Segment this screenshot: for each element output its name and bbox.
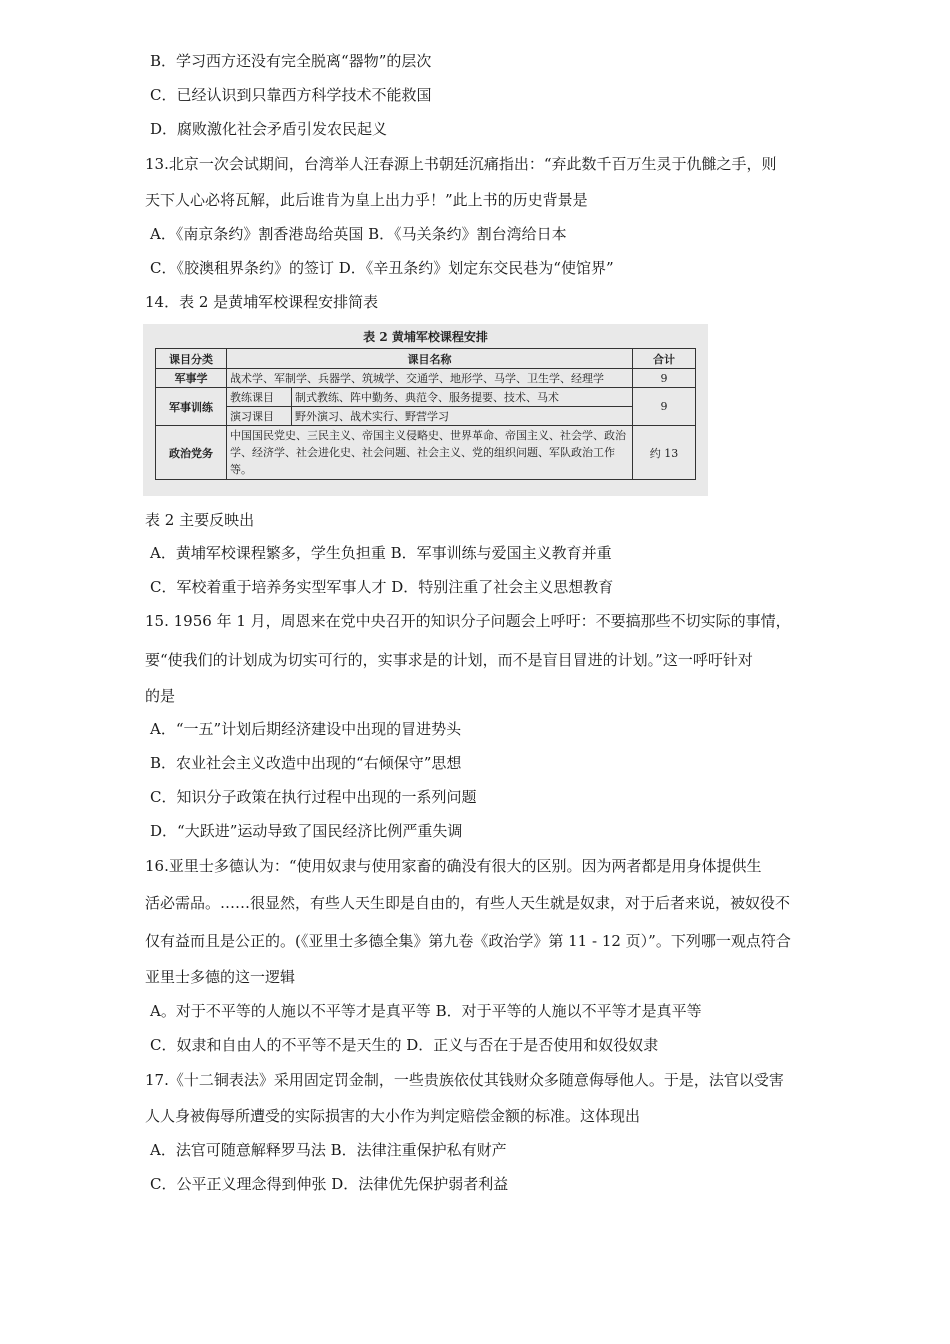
q14-options-ab: A．黄埔军校课程繁多，学生负担重 B．军事训练与爱国主义教育并重 xyxy=(150,544,612,562)
course-table xyxy=(155,348,696,480)
table-title: 表 2 黄埔军校课程安排 xyxy=(363,330,488,344)
q15-stem-line-2: 要“使我们的计划成为切实可行的，实事求是的计划，而不是盲目冒进的计划。”这一呼吁针对 xyxy=(145,651,753,669)
q16-stem-line-2: 活必需品。……很显然，有些人天生即是自由的，有些人天生就是奴隶，对于后者来说，被奴役不 xyxy=(145,894,791,912)
row-military-science-category: 军事学 xyxy=(156,369,227,388)
row-military-training-total: 9 xyxy=(633,388,696,426)
q17-options-cd: C．公平正义理念得到伸张 D．法律优先保护弱者利益 xyxy=(150,1175,509,1193)
table-row xyxy=(156,369,696,388)
row-military-training-category: 军事训练 xyxy=(156,388,227,426)
q14-stem: 14．表 2 是黄埔军校课程安排简表 xyxy=(145,293,379,311)
q14-options-cd: C．军校着重于培养务实型军事人才 D．特别注重了社会主义思想教育 xyxy=(150,578,614,596)
q16-stem-line-4: 亚里士多德的这一逻辑 xyxy=(145,968,296,986)
q16-options-ab: A。对于不平等的人施以不平等才是真平等 B．对于平等的人施以不平等才是真平等 xyxy=(150,1002,702,1020)
row-political-category: 政治党务 xyxy=(156,426,227,480)
exercise-names: 野外演习、战术实行、野营学习 xyxy=(292,407,633,426)
q15-option-c: C．知识分子政策在执行过程中出现的一系列问题 xyxy=(150,788,477,806)
q14-prompt: 表 2 主要反映出 xyxy=(145,511,255,529)
header-total: 合计 xyxy=(633,349,696,369)
q13-options-cd: C．《胶澳租界条约》的签订 D．《辛丑条约》划定东交民巷为“使馆界” xyxy=(150,259,614,277)
course-table-image xyxy=(143,324,708,496)
table-row xyxy=(156,426,696,480)
drill-names: 制式教练、阵中勤务、典范令、服务提要、技术、马术 xyxy=(292,388,633,407)
q15-option-a: A．“一五”计划后期经济建设中出现的冒进势头 xyxy=(150,720,462,738)
q15-stem-line-3: 的是 xyxy=(145,687,176,705)
q12-option-c: C．已经认识到只靠西方科学技术不能救国 xyxy=(150,86,432,104)
q16-stem-line-3: 仅有益而且是公正的。(《亚里士多德全集》第九卷《政治学》第 11 - 12 页）”。下列哪一观点符合 xyxy=(145,932,791,950)
table-row xyxy=(156,388,696,407)
q17-options-ab: A．法官可随意解释罗马法 B．法律注重保护私有财产 xyxy=(150,1141,507,1159)
q13-options-ab: A．《南京条约》割香港岛给英国 B．《马关条约》割台湾给日本 xyxy=(150,225,567,243)
q17-stem-line-1: 17.《十二铜表法》采用固定罚金制，一些贵族依仗其钱财众多随意侮辱他人。于是，法官以受害 xyxy=(145,1071,784,1089)
row-military-science-total: 9 xyxy=(633,369,696,388)
q15-stem-line-1: 15. 1956 年 1 月，周恩来在党中央召开的知识分子问题会上呼吁：不要搞那些不切实际的事情， xyxy=(145,612,791,630)
q12-option-b: B．学习西方还没有完全脱离“器物”的层次 xyxy=(150,52,432,70)
q13-stem-line-1: 13.北京一次会试期间，台湾举人汪春源上书朝廷沉痛指出：“弃此数千百万生灵于仇雠之手，则 xyxy=(145,155,777,173)
row-political-names: 中国国民党史、三民主义、帝国主义侵略史、世界革命、帝国主义、社会学、政治学、经济学、社会进化史、社会问题、社会主义、党的组织问题、军队政治工作等。 xyxy=(227,426,633,480)
row-military-science-names: 战术学、军制学、兵器学、筑城学、交通学、地形学、马学、卫生学、经理学 xyxy=(227,369,633,388)
q15-option-d: D．“大跃进”运动导致了国民经济比例严重失调 xyxy=(150,822,463,840)
header-names: 课目名称 xyxy=(227,349,633,369)
row-political-total: 约 13 xyxy=(633,426,696,480)
table-header-row xyxy=(156,349,696,369)
table-row xyxy=(156,407,696,426)
q16-stem-line-1: 16.亚里士多德认为：“使用奴隶与使用家畜的确没有很大的区别。因为两者都是用身体提供生 xyxy=(145,857,762,875)
drill-label: 教练课目 xyxy=(227,388,292,407)
q15-option-b: B．农业社会主义改造中出现的“右倾保守”思想 xyxy=(150,754,462,772)
exercise-label: 演习课目 xyxy=(227,407,292,426)
q17-stem-line-2: 人人身被侮辱所遭受的实际损害的大小作为判定赔偿金额的标准。这体现出 xyxy=(145,1107,641,1125)
q16-options-cd: C．奴隶和自由人的不平等不是天生的 D．正义与否在于是否使用和奴役奴隶 xyxy=(150,1036,659,1054)
header-category: 课目分类 xyxy=(156,349,227,369)
q13-stem-line-2: 天下人心必将瓦解，此后谁肯为皇上出力乎！”此上书的历史背景是 xyxy=(145,191,588,209)
q12-option-d: D．腐败激化社会矛盾引发农民起义 xyxy=(150,120,388,138)
